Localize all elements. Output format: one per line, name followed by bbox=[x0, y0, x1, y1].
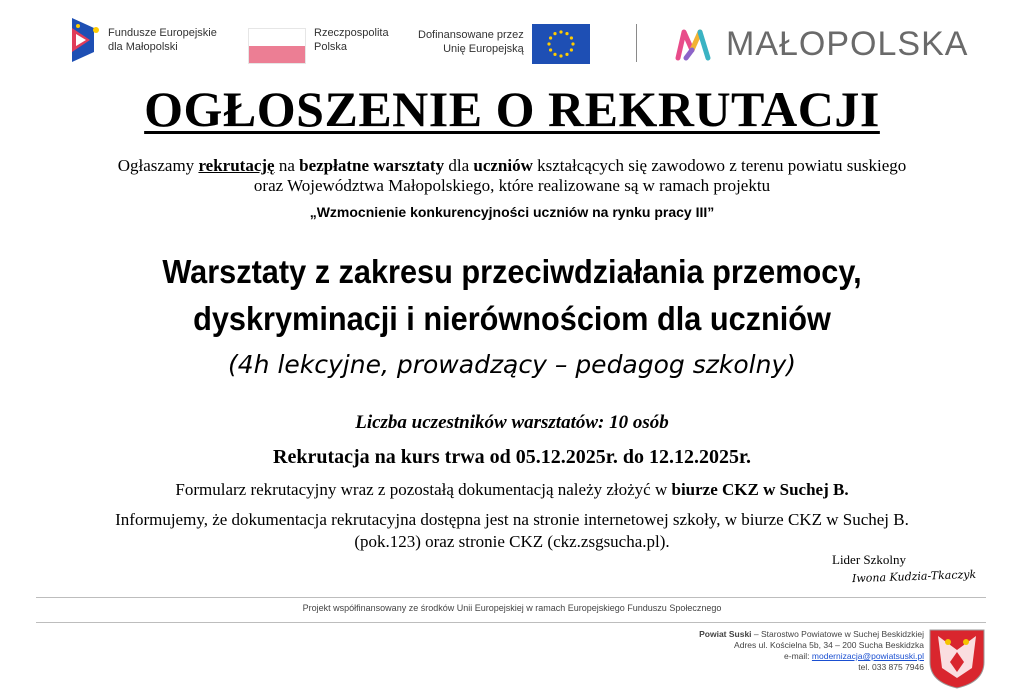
fundusze-line1: Fundusze Europejskie bbox=[108, 27, 217, 39]
form-info-bold: biurze CKZ w Suchej B. bbox=[671, 480, 849, 499]
docs-info-line2: (pok.123) oraz stronie CKZ (ckz.zsgsucha.pl). bbox=[354, 532, 670, 551]
intro-bold-recruitment: rekrutację bbox=[198, 156, 275, 175]
form-info-text: Formularz rekrutacyjny wraz z pozostałą dokumentacją należy złożyć w bbox=[175, 480, 672, 499]
page-title: OGŁOSZENIE O REKRUTACJI bbox=[144, 81, 880, 137]
footer-contact bbox=[699, 629, 924, 673]
logo-bar bbox=[0, 0, 1024, 80]
footer-divider-top bbox=[36, 597, 986, 598]
ue-line1: Dofinansowane przez bbox=[418, 29, 524, 41]
footer-address: Adres ul. Kościelna 5b, 34 – 200 Sucha Beskidzka bbox=[734, 640, 924, 650]
leader-title: Lider Szkolny bbox=[832, 552, 907, 567]
footer-phone: tel. 033 875 7946 bbox=[858, 662, 924, 672]
powiat-crest-icon bbox=[928, 628, 986, 690]
fundusze-europejskie-icon bbox=[72, 18, 102, 62]
intro-bold-free-workshops: bezpłatne warsztaty bbox=[299, 156, 445, 175]
polish-flag-icon bbox=[248, 28, 306, 64]
footer-project-note: Projekt współfinansowany ze środków Unii Europejskiej w ramach Europejskiego Funduszu Społecznego bbox=[302, 603, 722, 613]
workshop-title-line1: Warsztaty z zakresu przeciwdziałania przemocy, bbox=[162, 253, 862, 290]
participants-count: Liczba uczestników warsztatów: 10 osób bbox=[355, 412, 669, 433]
footer-divider-bottom bbox=[36, 622, 986, 623]
malopolska-logo bbox=[674, 24, 968, 64]
malopolska-m-icon bbox=[674, 26, 718, 62]
rp-line1: Rzeczpospolita bbox=[314, 27, 389, 39]
footer-email-link[interactable]: modernizacja@powiatsuski.pl bbox=[811, 651, 924, 661]
malopolska-text: MAŁOPOLSKA bbox=[726, 25, 969, 63]
intro-line-2: oraz Województwa Małopolskiego, które realizowane są w ramach projektu bbox=[253, 176, 771, 195]
leader-signature: Iwona Kudzia-Tkaczyk bbox=[851, 567, 977, 586]
fundusze-line2: dla Małopolski bbox=[108, 41, 178, 53]
workshop-title-line2: dyskryminacji i nierównościom dla uczniów bbox=[193, 300, 831, 337]
rp-line2: Polska bbox=[314, 41, 348, 53]
intro-bold-students: uczniów bbox=[473, 156, 533, 175]
eu-flag-icon bbox=[532, 24, 590, 64]
ue-line2: Unię Europejską bbox=[443, 43, 524, 55]
project-name: „Wzmocnienie konkurencyjności uczniów na rynku pracy III” bbox=[309, 204, 715, 220]
rzeczpospolita-logo bbox=[248, 28, 389, 64]
intro-text-2: na bbox=[274, 156, 300, 175]
footer-org-rest: – Starostwo Powiatowe w Suchej Beskidzkiej bbox=[751, 629, 924, 639]
docs-info-line1: Informujemy, że dokumentacja rekrutacyjna dostępna jest na stronie internetowej szkoły, w biurze CKZ w Suchej B. bbox=[115, 510, 909, 529]
intro-text-3: dla bbox=[444, 156, 474, 175]
footer-email-label: e-mail: bbox=[784, 651, 812, 661]
intro-text-1: Ogłaszamy bbox=[117, 156, 199, 175]
docs-info bbox=[30, 509, 994, 553]
logo-separator bbox=[636, 24, 637, 62]
recruitment-period: Rekrutacja na kurs trwa od 05.12.2025r. do 12.12.2025r. bbox=[273, 446, 751, 468]
fundusze-europejskie-logo bbox=[72, 18, 217, 62]
workshop-title bbox=[36, 248, 988, 342]
intro-paragraph bbox=[30, 156, 994, 196]
form-info bbox=[0, 480, 1024, 500]
workshop-subtitle: (4h lekcyjne, prowadzący – pedagog szkolny) bbox=[228, 350, 796, 379]
footer-org-name: Powiat Suski bbox=[699, 629, 752, 639]
intro-text-4: kształcących się zawodowo z terenu powiatu suskiego bbox=[532, 156, 907, 175]
ue-logo bbox=[418, 24, 590, 64]
